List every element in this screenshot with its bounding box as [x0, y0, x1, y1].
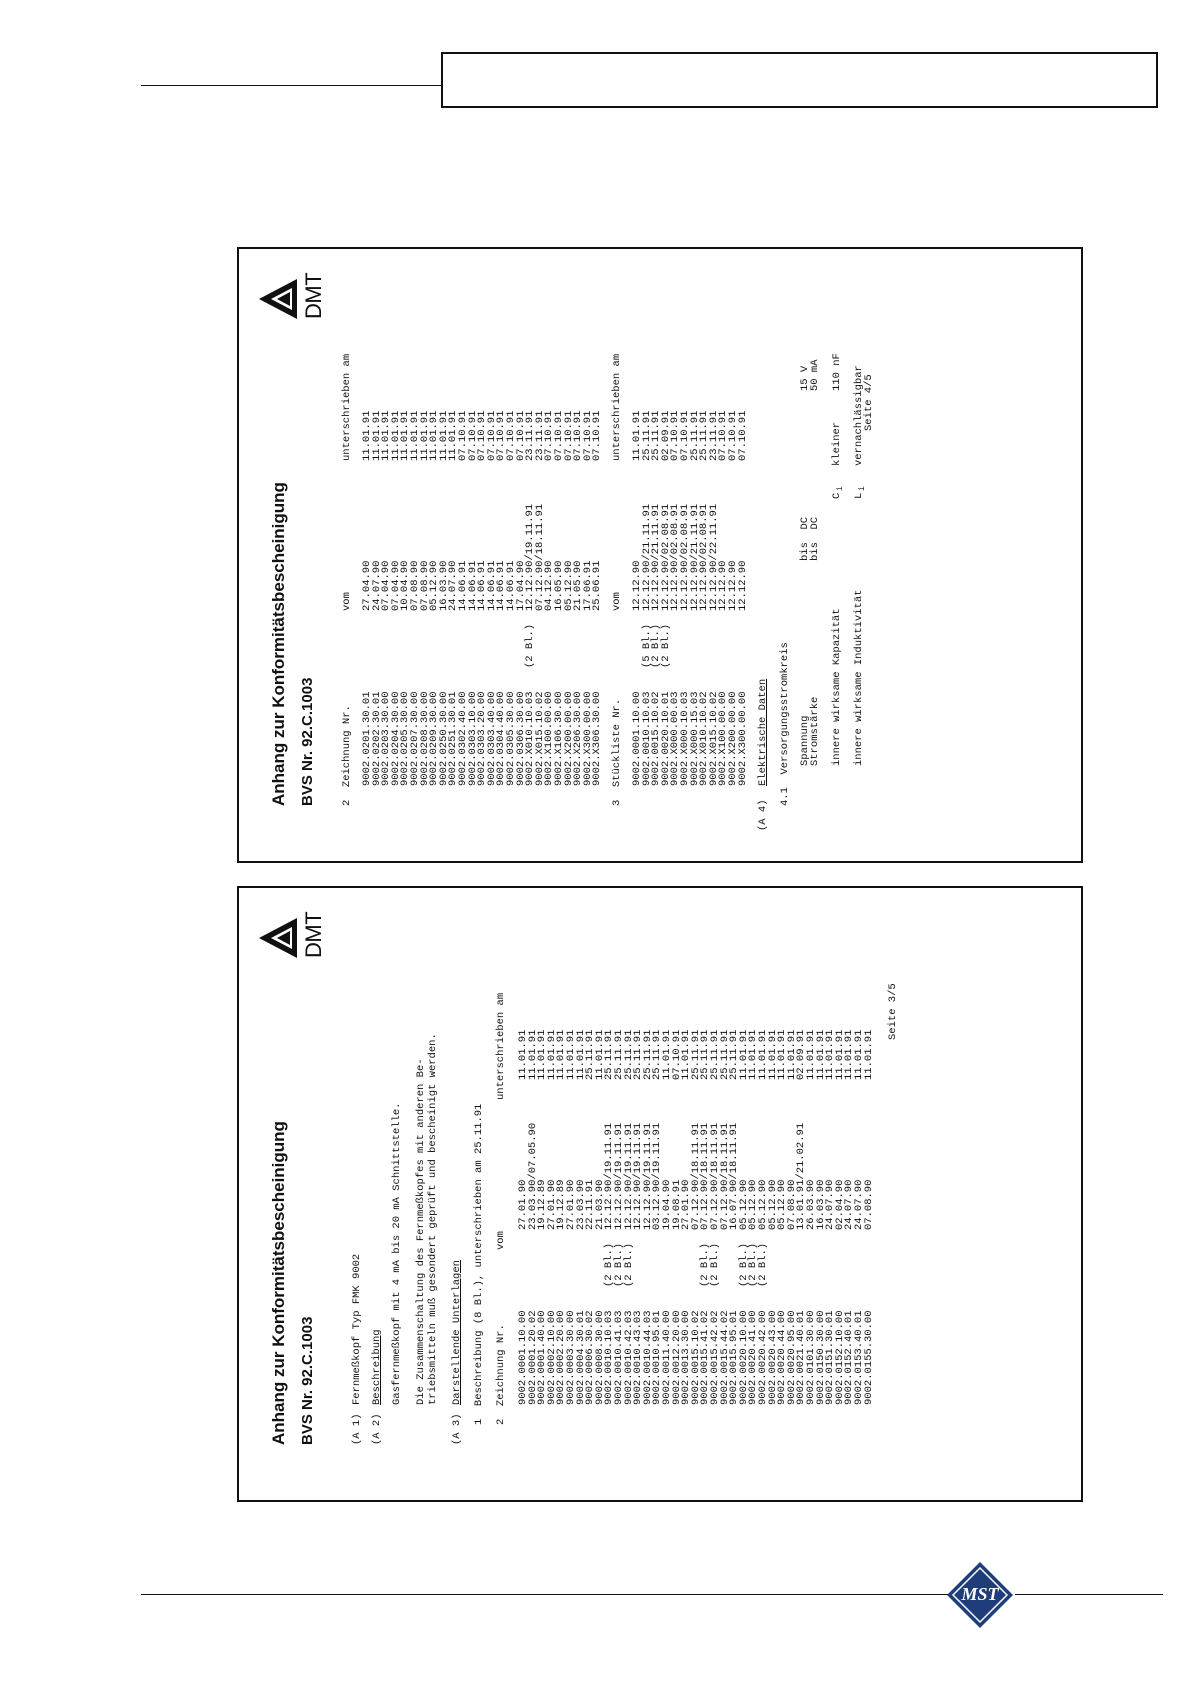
- page-number: Seite 4/5: [863, 374, 875, 431]
- date-signed: 25.11.91: [640, 410, 653, 461]
- drawing-number: 9002.X015.10.02: [533, 691, 546, 786]
- date-vom: 14.06.91: [457, 560, 469, 611]
- dmt-logo: [257, 271, 325, 321]
- date-signed: 25.11.91: [699, 1029, 712, 1080]
- drawing-number: 9002.X000.10.03: [679, 691, 691, 786]
- drawing-number: 9002.0203.30.00: [380, 691, 393, 786]
- date-vom: 12.12.90/02.08.91: [669, 503, 682, 611]
- date-vom: 12.12.90/19.11.91: [613, 1122, 625, 1230]
- date-signed: 25.11.91: [613, 1029, 625, 1080]
- drawing-number: 9002.0015.42.02: [709, 1310, 721, 1405]
- header-rule: [141, 85, 441, 86]
- spannung-value: 15 V: [799, 365, 811, 391]
- date-vom: 07.12.90/18.11.91: [718, 1122, 731, 1230]
- drawing-number: 9002.0251.30.01: [447, 691, 460, 786]
- date-signed: 07.10.91: [457, 410, 469, 461]
- ind-symbol: L: [853, 492, 865, 499]
- date-signed: 25.11.91: [709, 1029, 721, 1080]
- dmt-logo-text: DMT: [301, 911, 326, 958]
- date-signed: 11.01.91: [661, 1029, 673, 1080]
- drawing-number: 9002.0101.30.00: [805, 1310, 817, 1405]
- date-vom: 16.07.90/18.11.91: [728, 1122, 741, 1230]
- date-signed: 11.01.91: [824, 1029, 837, 1080]
- drawing-number: 9002.0250.30.00: [437, 691, 450, 786]
- date-signed: 11.01.91: [843, 1029, 856, 1080]
- date-signed: 11.01.91: [437, 410, 450, 461]
- a2-text-1: Gasfernmeßkopf mit 4 mA bis 20 mA Schnittstelle.: [391, 1102, 403, 1405]
- date-signed: 11.01.91: [409, 410, 421, 461]
- drawing-number: 9002.0010.10.03: [603, 1310, 616, 1405]
- date-vom: 24.07.90: [853, 1179, 865, 1230]
- date-vom: 13.01.91/21.02.91: [795, 1122, 808, 1230]
- drawing-number: 9002.0006.30.02: [584, 1310, 597, 1405]
- item-2-label: 2 Zeichnung Nr.: [341, 705, 353, 806]
- drawing-number: 9002.X200.00.00: [727, 691, 739, 786]
- date-signed: 11.01.91: [536, 1029, 549, 1080]
- col-header-signed: unterschrieben am: [611, 353, 623, 461]
- drawing-number: 9002.0011.40.00: [661, 1310, 673, 1405]
- date-vom: 02.04.90: [833, 1179, 846, 1230]
- drawing-number: 9002.0010.44.03: [641, 1310, 654, 1405]
- date-vom: 16.03.90: [437, 560, 450, 611]
- a1-text: Fernmeßkopf Typ FMK 9002: [351, 1253, 363, 1405]
- date-vom: 12.12.90/19.11.91: [603, 1122, 616, 1230]
- drawing-number: 9002.0207.30.00: [409, 691, 421, 786]
- date-signed: 07.10.91: [669, 410, 682, 461]
- label-induktivitaet: innere wirksame Induktivität: [853, 589, 865, 766]
- date-signed: 02.09.91: [659, 410, 672, 461]
- date-vom: 12.12.90/02.08.91: [659, 503, 672, 611]
- a4-heading: Elektrische Daten: [757, 678, 769, 786]
- date-vom: 07.08.90: [409, 560, 421, 611]
- date-vom: 24.07.90: [370, 560, 383, 611]
- date-signed: 07.10.91: [553, 410, 565, 461]
- date-vom: 07.08.90: [862, 1179, 875, 1230]
- date-signed: 07.10.91: [562, 410, 575, 461]
- date-vom: 23.03.90/07.05.90: [526, 1122, 539, 1230]
- date-signed: 07.10.91: [505, 410, 517, 461]
- label-kapazitaet: innere wirksame Kapazität: [831, 608, 843, 766]
- drawing-number: 9002.0001.10.00: [631, 691, 643, 786]
- date-vom: 14.06.91: [476, 560, 489, 611]
- date-signed: 07.10.91: [727, 410, 739, 461]
- date-vom: 19.04.90: [661, 1179, 673, 1230]
- drawing-number: 9002.0152.10.00: [833, 1310, 846, 1405]
- a2-text-3: triebsmitteln muß gesondert geprüft und bescheinigt werden.: [427, 1033, 439, 1405]
- date-vom: 12.12.90: [717, 560, 730, 611]
- date-vom: 14.06.91: [495, 560, 508, 611]
- date-vom: 27.01.90: [517, 1179, 529, 1230]
- drawing-number: 9002.0205.30.00: [399, 691, 412, 786]
- dmt-logo-text: DMT: [301, 272, 326, 319]
- sheet-count: (2 Bl.): [747, 1242, 760, 1287]
- drawing-number: 9002.0020.43.00: [766, 1310, 779, 1405]
- drawing-number: 9002.X306.30.00: [591, 691, 604, 786]
- drawing-number: 9002.0209.30.00: [428, 691, 441, 786]
- dmt-triangle-icon: [257, 277, 301, 321]
- col-header-vom: vom: [611, 592, 623, 611]
- drawing-number: 9002.0015.10.02: [689, 1310, 702, 1405]
- drawing-number: 9002.0020.10.00: [737, 1310, 750, 1405]
- date-vom: 19.08.91: [670, 1179, 683, 1230]
- date-signed: 23.11.91: [533, 410, 546, 461]
- date-signed: 25.11.91: [632, 1029, 645, 1080]
- date-vom: 07.04.90: [380, 560, 393, 611]
- scan-frame-page-4: [237, 247, 1083, 863]
- drawing-number: 9002.0001.10.00: [517, 1310, 529, 1405]
- strom-range: bis DC: [809, 516, 821, 561]
- drawing-number: 9002.X200.00.00: [562, 691, 575, 786]
- item-3-label: 3 Stückliste Nr.: [611, 698, 623, 806]
- date-signed: 25.11.91: [728, 1029, 741, 1080]
- drawing-number: 9002.0304.40.00: [495, 691, 508, 786]
- drawing-number: 9002.0008.30.00: [593, 1310, 606, 1405]
- drawing-number: 9002.0020.44.00: [776, 1310, 789, 1405]
- date-signed: 25.11.91: [584, 1029, 597, 1080]
- date-signed: 25.11.91: [622, 1029, 635, 1080]
- sheet-count: (2 Bl.): [650, 623, 663, 668]
- date-signed: 07.10.91: [495, 410, 508, 461]
- date-vom: 12.12.90/21.11.91: [650, 503, 663, 611]
- date-vom: 12.12.90/19.11.91: [524, 503, 537, 611]
- drawing-number: 9002.X100.00.00: [543, 691, 556, 786]
- date-vom: 07.12.90/18.11.91: [689, 1122, 702, 1230]
- sheet-count: (2 Bl.): [659, 623, 672, 668]
- drawing-number: 9002.0303.40.00: [485, 691, 498, 786]
- a3-heading: Darstellende Unterlagen: [451, 1260, 463, 1405]
- item-1-description: 1 Beschreibung (8 Bl.), unterschrieben am 25.11.91: [473, 1103, 485, 1425]
- date-signed: 25.11.91: [651, 1029, 664, 1080]
- date-signed: 25.11.91: [688, 410, 701, 461]
- date-vom: 26.03.90: [805, 1179, 817, 1230]
- rotated-page-4: [239, 249, 1081, 861]
- date-signed: 25.11.91: [603, 1029, 616, 1080]
- date-vom: 22.11.91: [584, 1179, 597, 1230]
- date-signed: 11.01.91: [776, 1029, 789, 1080]
- mst-logo: [945, 1560, 1015, 1630]
- date-vom: 12.12.90/02.08.91: [679, 503, 691, 611]
- date-signed: 07.10.91: [543, 410, 556, 461]
- date-signed: 07.10.91: [514, 410, 527, 461]
- date-vom: 25.06.91: [591, 560, 604, 611]
- drawing-number: 9002.0020.42.00: [757, 1310, 769, 1405]
- date-vom: 12.12.90/02.08.91: [698, 503, 711, 611]
- a2-text-2: Die Zusammenschaltung des Fernmeßkopfes mit anderen Be-: [415, 1058, 427, 1405]
- date-signed: 11.01.91: [862, 1029, 875, 1080]
- date-vom: 23.03.90: [574, 1179, 587, 1230]
- drawing-number: 9002.X300.00.00: [581, 691, 594, 786]
- date-signed: 11.01.91: [805, 1029, 817, 1080]
- date-signed: 11.01.91: [565, 1029, 577, 1080]
- drawing-number: 9002.0004.30.01: [574, 1310, 587, 1405]
- date-vom: 27.01.90: [545, 1179, 558, 1230]
- footer-rule-left: [141, 1594, 951, 1595]
- date-signed: 11.01.91: [631, 410, 643, 461]
- date-signed: 11.01.91: [737, 1029, 750, 1080]
- date-vom: 16.05.90: [553, 560, 565, 611]
- sheet-count: (2 Bl.): [757, 1242, 769, 1287]
- drawing-number: 9002.0306.30.00: [514, 691, 527, 786]
- table-row: [863, 900, 875, 1500]
- drawing-number: 9002.X000.00.03: [669, 691, 682, 786]
- date-vom: 21.03.90: [593, 1179, 606, 1230]
- date-vom: 12.12.90/19.11.91: [622, 1122, 635, 1230]
- drawing-number: 9002.X015.10.02: [707, 691, 720, 786]
- date-signed: 07.10.91: [736, 410, 749, 461]
- drawing-number: 9002.0010.42.03: [622, 1310, 635, 1405]
- item-2-label: 2 Zeichnung Nr.: [495, 1324, 507, 1425]
- drawing-number: 9002.X206.30.00: [572, 691, 585, 786]
- section-4-1: 4.1 Versorgungsstromkreis: [779, 642, 791, 806]
- date-vom: 14.06.91: [485, 560, 498, 611]
- date-vom: 07.12.90/18.11.91: [709, 1122, 721, 1230]
- date-signed: 25.11.91: [641, 1029, 654, 1080]
- a1-tag: (A 1): [351, 1413, 363, 1445]
- page-title: Anhang zur Konformitätsbescheinigung: [269, 482, 288, 806]
- date-vom: 12.12.90: [631, 560, 643, 611]
- drawing-number: 9002.X100.00.00: [717, 691, 730, 786]
- date-vom: 27.01.90: [565, 1179, 577, 1230]
- drawing-number: 9002.0015.41.02: [699, 1310, 712, 1405]
- date-vom: 27.04.90: [361, 560, 373, 611]
- date-signed: 11.01.91: [389, 410, 402, 461]
- date-signed: 11.01.91: [380, 410, 393, 461]
- date-signed: 23.11.91: [524, 410, 537, 461]
- sheet-count: (2 Bl.): [622, 1242, 635, 1287]
- drawing-number: 9002.0015.95.01: [728, 1310, 741, 1405]
- date-signed: 11.01.91: [517, 1029, 529, 1080]
- drawing-number: 9002.0152.40.01: [843, 1310, 856, 1405]
- sheet-count: (5 Bl.): [640, 623, 653, 668]
- date-vom: 12.12.90: [736, 560, 749, 611]
- date-signed: 07.10.91: [476, 410, 489, 461]
- sheet-count: (2 Bl.): [603, 1242, 616, 1287]
- drawing-number: 9002.0013.30.00: [680, 1310, 693, 1405]
- drawing-number: 9002.0204.30.00: [389, 691, 402, 786]
- col-header-vom: vom: [341, 592, 353, 611]
- drawing-number: 9002.0010.10.03: [640, 691, 653, 786]
- date-vom: 07.12.90/18.11.91: [699, 1122, 712, 1230]
- sheet-count: (2 Bl.): [699, 1242, 712, 1287]
- date-vom: 12.12.90/21.11.91: [640, 503, 653, 611]
- table-row: [737, 261, 749, 861]
- drawing-number: 9002.0015.44.02: [718, 1310, 731, 1405]
- scan-frame-page-3: [237, 886, 1083, 1502]
- date-signed: 07.10.91: [581, 410, 594, 461]
- date-vom: 04.12.90: [543, 560, 556, 611]
- drawing-number: 9002.0020.95.00: [785, 1310, 798, 1405]
- date-vom: 12.12.90: [727, 560, 739, 611]
- drawing-number: 9002.X000.15.03: [688, 691, 701, 786]
- date-signed: 07.10.91: [670, 1029, 683, 1080]
- drawing-number: 9002.0010.41.03: [613, 1310, 625, 1405]
- date-signed: 25.11.91: [698, 410, 711, 461]
- ind-comparator: vernachlässigbar: [853, 365, 865, 466]
- date-vom: 12.12.90/19.11.91: [632, 1122, 645, 1230]
- date-signed: 11.01.91: [526, 1029, 539, 1080]
- date-vom: 27.01.90: [680, 1179, 693, 1230]
- kap-value: 110 nF: [831, 353, 843, 391]
- spannung-range: bis DC: [799, 516, 811, 561]
- bvs-number: BVS Nr. 92.C.1003: [299, 1316, 316, 1445]
- date-vom: 16.03.90: [814, 1179, 827, 1230]
- mst-logo-text: MST: [961, 1584, 999, 1604]
- date-signed: 07.10.91: [717, 410, 730, 461]
- drawing-number: 9002.0201.30.01: [361, 691, 373, 786]
- drawing-number: 9002.X010.10.02: [698, 691, 711, 786]
- date-vom: 24.07.90: [824, 1179, 837, 1230]
- rotated-page-3: [239, 888, 1081, 1500]
- sheet-count: (2 Bl.): [524, 623, 537, 668]
- date-vom: 19.12.89: [536, 1179, 549, 1230]
- date-signed: 11.01.91: [833, 1029, 846, 1080]
- date-vom: 05.12.90: [747, 1179, 760, 1230]
- date-signed: 11.01.91: [555, 1029, 568, 1080]
- table-row: [591, 261, 603, 861]
- drawing-number: 9002.0155.30.00: [862, 1310, 875, 1405]
- date-signed: 07.10.91: [679, 410, 691, 461]
- header-box: [441, 52, 1158, 108]
- drawing-number: 9002.0002.10.00: [545, 1310, 558, 1405]
- drawing-number: 9002.0302.40.00: [457, 691, 469, 786]
- a3-tag: (A 3): [451, 1413, 463, 1445]
- col-header-vom: vom: [495, 1231, 507, 1250]
- date-signed: 11.01.91: [757, 1029, 769, 1080]
- date-vom: 10.04.90: [399, 560, 412, 611]
- date-vom: 12.12.90/19.11.91: [641, 1122, 654, 1230]
- date-vom: 03.12.90/19.11.91: [651, 1122, 664, 1230]
- date-signed: 02.09.91: [795, 1029, 808, 1080]
- drawing-number: 9002.0021.40.01: [795, 1310, 808, 1405]
- date-vom: 14.06.91: [466, 560, 479, 611]
- strom-value: 50 mA: [809, 359, 821, 391]
- label-spannung: Spannung: [799, 715, 811, 766]
- drawing-number: 9002.0208.30.00: [418, 691, 431, 786]
- date-signed: 25.11.91: [718, 1029, 731, 1080]
- drawing-number: 9002.0002.20.00: [555, 1310, 568, 1405]
- date-vom: 24.07.90: [447, 560, 460, 611]
- drawing-number: 9002.0010.95.01: [651, 1310, 664, 1405]
- drawing-number: 9002.0015.10.02: [650, 691, 663, 786]
- date-vom: 17.04.90: [514, 560, 527, 611]
- date-vom: 07.04.90: [389, 560, 402, 611]
- date-vom: 12.12.90/22.11.91: [707, 503, 720, 611]
- date-signed: 11.01.91: [785, 1029, 798, 1080]
- dmt-logo: [257, 910, 325, 960]
- drawing-number: 9002.0001.20.02: [526, 1310, 539, 1405]
- drawing-number: 9002.X106.30.00: [553, 691, 565, 786]
- col-header-signed: unterschrieben am: [495, 992, 507, 1100]
- col-header-signed: unterschrieben am: [341, 353, 353, 461]
- a4-tag: (A 4): [757, 799, 769, 831]
- date-vom: 05.12.90: [766, 1179, 779, 1230]
- sheet-count: (2 Bl.): [613, 1242, 625, 1287]
- date-signed: 11.01.91: [574, 1029, 587, 1080]
- date-signed: 11.01.91: [447, 410, 460, 461]
- date-signed: 11.01.91: [418, 410, 431, 461]
- drawing-number: 9002.0020.10.01: [659, 691, 672, 786]
- date-vom: 07.08.90: [785, 1179, 798, 1230]
- drawing-number: 9002.0202.30.01: [370, 691, 383, 786]
- drawing-number: 9002.0001.40.00: [536, 1310, 549, 1405]
- label-stromstaerke: Stromstärke: [809, 696, 821, 766]
- kap-symbol: C: [831, 492, 843, 499]
- date-signed: 11.01.91: [428, 410, 441, 461]
- drawing-number: 9002.0020.41.00: [747, 1310, 760, 1405]
- drawing-number: 9002.0151.30.01: [824, 1310, 837, 1405]
- drawing-number: 9002.0303.10.00: [466, 691, 479, 786]
- drawing-number: 9002.0010.43.03: [632, 1310, 645, 1405]
- a2-tag: (A 2): [371, 1413, 383, 1445]
- footer-rule-right: [1015, 1594, 1163, 1595]
- date-signed: 07.10.91: [466, 410, 479, 461]
- date-vom: 12.12.90/21.11.91: [688, 503, 701, 611]
- date-signed: 11.01.91: [747, 1029, 760, 1080]
- drawing-number: 9002.0153.40.01: [853, 1310, 865, 1405]
- date-signed: 11.01.91: [814, 1029, 827, 1080]
- kap-comparator: kleiner: [831, 421, 843, 466]
- date-signed: 11.01.91: [545, 1029, 558, 1080]
- date-vom: 07.08.90: [418, 560, 431, 611]
- dmt-triangle-icon: [257, 916, 301, 960]
- date-vom: 19.12.89: [555, 1179, 568, 1230]
- sheet-count: (2 Bl.): [737, 1242, 750, 1287]
- drawing-number: 9002.0150.30.00: [814, 1310, 827, 1405]
- drawing-number: 9002.0003.30.00: [565, 1310, 577, 1405]
- drawing-number: 9002.X300.00.00: [736, 691, 749, 786]
- date-vom: 05.12.90: [428, 560, 441, 611]
- date-signed: 25.11.91: [650, 410, 663, 461]
- page-number: Seite 3/5: [887, 983, 899, 1040]
- date-signed: 07.10.91: [572, 410, 585, 461]
- date-vom: 05.12.90: [737, 1179, 750, 1230]
- drawing-number: 9002.0303.20.00: [476, 691, 489, 786]
- date-vom: 24.07.90: [843, 1179, 856, 1230]
- date-vom: 05.12.90: [562, 560, 575, 611]
- bvs-number: BVS Nr. 92.C.1003: [299, 677, 316, 806]
- date-signed: 11.01.91: [361, 410, 373, 461]
- date-signed: 11.01.91: [370, 410, 383, 461]
- date-vom: 14.06.91: [505, 560, 517, 611]
- drawing-number: 9002.0012.20.00: [670, 1310, 683, 1405]
- date-vom: 21.05.90: [572, 560, 585, 611]
- sheet-count: (2 Bl.): [709, 1242, 721, 1287]
- page-title: Anhang zur Konformitätsbescheinigung: [269, 1121, 288, 1445]
- date-signed: 11.01.91: [593, 1029, 606, 1080]
- date-vom: 17.06.91: [581, 560, 594, 611]
- date-signed: 07.10.91: [591, 410, 604, 461]
- date-signed: 11.01.91: [399, 410, 412, 461]
- date-vom: 07.12.90/18.11.91: [533, 503, 546, 611]
- date-vom: 05.12.90: [757, 1179, 769, 1230]
- date-signed: 25.11.91: [689, 1029, 702, 1080]
- date-signed: 11.01.91: [853, 1029, 865, 1080]
- drawing-number: 9002.X010.10.03: [524, 691, 537, 786]
- date-vom: 05.12.90: [776, 1179, 789, 1230]
- kap-subscript: i: [836, 486, 845, 491]
- date-signed: 07.10.91: [485, 410, 498, 461]
- date-signed: 23.11.91: [707, 410, 720, 461]
- date-signed: 11.01.91: [766, 1029, 779, 1080]
- drawing-number: 9002.0305.30.00: [505, 691, 517, 786]
- date-signed: 11.01.91: [680, 1029, 693, 1080]
- ind-subscript: i: [858, 486, 867, 491]
- a2-heading: Beschreibung: [371, 1329, 383, 1405]
